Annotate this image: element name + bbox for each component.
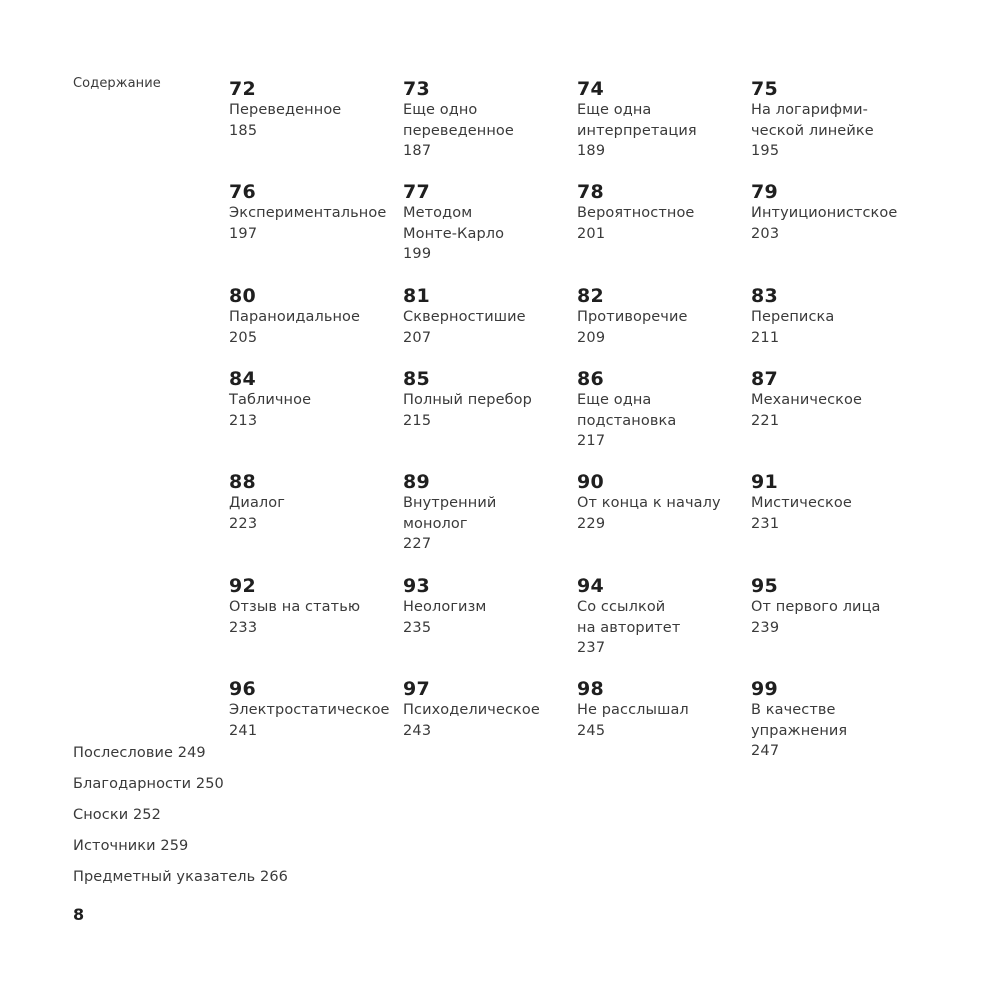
chapter-number: 96 [229,678,257,700]
chapter-number: 80 [229,285,257,307]
chapter-page: 211 [751,329,780,346]
chapter-number: 74 [577,78,605,100]
back-matter-acknowledgements[interactable]: Благодарности 250 [73,776,224,792]
chapter-page: 217 [577,433,606,449]
chapter-number: 89 [403,471,431,493]
chapter-page: 195 [751,143,780,159]
chapter-page: 201 [577,225,606,242]
chapter-number: 95 [751,575,779,597]
chapter-title: Интуиционистское [751,205,898,221]
chapter-title: Еще одна подстановка [577,392,677,429]
toc-entry[interactable] [403,678,573,741]
chapter-number: 82 [577,285,605,307]
chapter-title: Методом Монте-Карло [403,205,505,242]
chapter-title: Электростатическое [229,702,390,718]
chapter-title: Переведенное [229,102,342,118]
page-number: 8 [73,905,85,924]
toc-entry[interactable] [577,678,747,741]
toc-entry[interactable] [751,471,921,534]
chapter-number: 77 [403,181,431,203]
back-matter-afterword[interactable]: Послесловие 249 [73,745,206,761]
chapter-number: 94 [577,575,605,597]
chapter-title: От первого лица [751,599,881,615]
chapter-title: Со ссылкой на авторитет [577,599,681,636]
chapter-title: Мистическое [751,495,852,511]
toc-entry[interactable] [577,471,747,534]
toc-entry[interactable] [751,285,921,348]
chapter-page: 229 [577,515,606,532]
toc-entry[interactable] [577,368,747,452]
chapter-title: Еще одно переведенное [403,102,514,139]
chapter-title: На логарифми- ческой линейке [751,102,874,139]
toc-entry[interactable] [229,285,399,348]
chapter-title: Переписка [751,309,835,325]
toc-entry[interactable] [229,368,399,431]
chapter-page: 227 [403,536,432,552]
toc-entry[interactable] [751,678,921,762]
chapter-page: 221 [751,412,780,429]
chapter-title: Механическое [751,392,863,408]
chapter-number: 83 [751,285,779,307]
chapter-page: 189 [577,143,606,159]
toc-entry[interactable] [229,471,399,534]
chapter-title: Отзыв на статью [229,599,361,615]
chapter-number: 92 [229,575,257,597]
chapter-number: 97 [403,678,431,700]
toc-entry[interactable] [403,181,573,265]
chapter-number: 86 [577,368,605,390]
chapter-title: Табличное [229,392,312,408]
chapter-number: 84 [229,368,257,390]
chapter-number: 72 [229,78,257,100]
toc-entry[interactable] [403,78,573,162]
chapter-title: Противоречие [577,309,688,325]
chapter-page: 223 [229,515,258,532]
chapter-number: 78 [577,181,605,203]
toc-entry[interactable] [577,285,747,348]
chapter-page: 213 [229,412,258,429]
chapter-page: 231 [751,515,780,532]
chapter-title: Параноидальное [229,309,361,325]
toc-entry[interactable] [229,181,399,244]
chapter-number: 99 [751,678,779,700]
toc-entry[interactable] [751,575,921,638]
chapter-page: 237 [577,640,606,656]
back-matter-subject-index[interactable]: Предметный указатель 266 [73,869,289,885]
chapter-page: 203 [751,225,780,242]
chapter-page: 205 [229,329,258,346]
toc-entry[interactable] [751,78,921,162]
toc-entry[interactable] [577,575,747,659]
chapter-number: 87 [751,368,779,390]
chapter-number: 85 [403,368,431,390]
toc-entry[interactable] [751,368,921,431]
chapter-page: 233 [229,619,258,636]
chapter-number: 76 [229,181,257,203]
chapter-number: 90 [577,471,605,493]
chapter-number: 93 [403,575,431,597]
chapter-page: 215 [403,412,432,429]
chapter-page: 245 [577,722,606,739]
chapter-page: 187 [403,143,432,159]
chapter-number: 98 [577,678,605,700]
chapter-title: Внутренний монолог [403,495,497,532]
chapter-title: Диалог [229,495,285,511]
chapter-page: 241 [229,722,258,739]
toc-entry[interactable] [403,575,573,638]
chapter-title: Скверностишие [403,309,526,325]
chapter-title: От конца к началу [577,495,721,511]
chapter-title: Экспериментальное [229,205,387,221]
chapter-title: Психоделическое [403,702,540,718]
chapter-page: 247 [751,743,780,759]
chapter-title: Еще одна интерпретация [577,102,697,139]
chapter-number: 88 [229,471,257,493]
toc-entry[interactable] [403,285,573,348]
toc-entry[interactable] [229,78,399,141]
chapter-page: 185 [229,122,258,139]
chapter-page: 209 [577,329,606,346]
chapter-title: Вероятностное [577,205,695,221]
toc-entry[interactable] [229,678,399,741]
back-matter-footnotes[interactable]: Сноски 252 [73,807,161,823]
chapter-number: 91 [751,471,779,493]
section-label: Содержание [73,76,161,91]
chapter-page: 197 [229,225,258,242]
chapter-page: 235 [403,619,432,636]
chapter-page: 239 [751,619,780,636]
toc-entry[interactable] [403,368,573,431]
toc-entry[interactable] [229,575,399,638]
toc-entry[interactable] [577,181,747,244]
chapter-title: Не расслышал [577,702,689,718]
chapter-title: В качестве упражнения [751,702,848,739]
back-matter-sources[interactable]: Источники 259 [73,838,189,854]
chapter-title: Неологизм [403,599,487,615]
chapter-number: 81 [403,285,431,307]
toc-entry[interactable] [577,78,747,162]
chapter-title: Полный перебор [403,392,532,408]
toc-entry[interactable] [751,181,921,244]
chapter-page: 243 [403,722,432,739]
chapter-number: 73 [403,78,431,100]
chapter-page: 199 [403,246,432,262]
chapter-number: 79 [751,181,779,203]
toc-entry[interactable] [403,471,573,555]
chapter-page: 207 [403,329,432,346]
chapter-number: 75 [751,78,779,100]
